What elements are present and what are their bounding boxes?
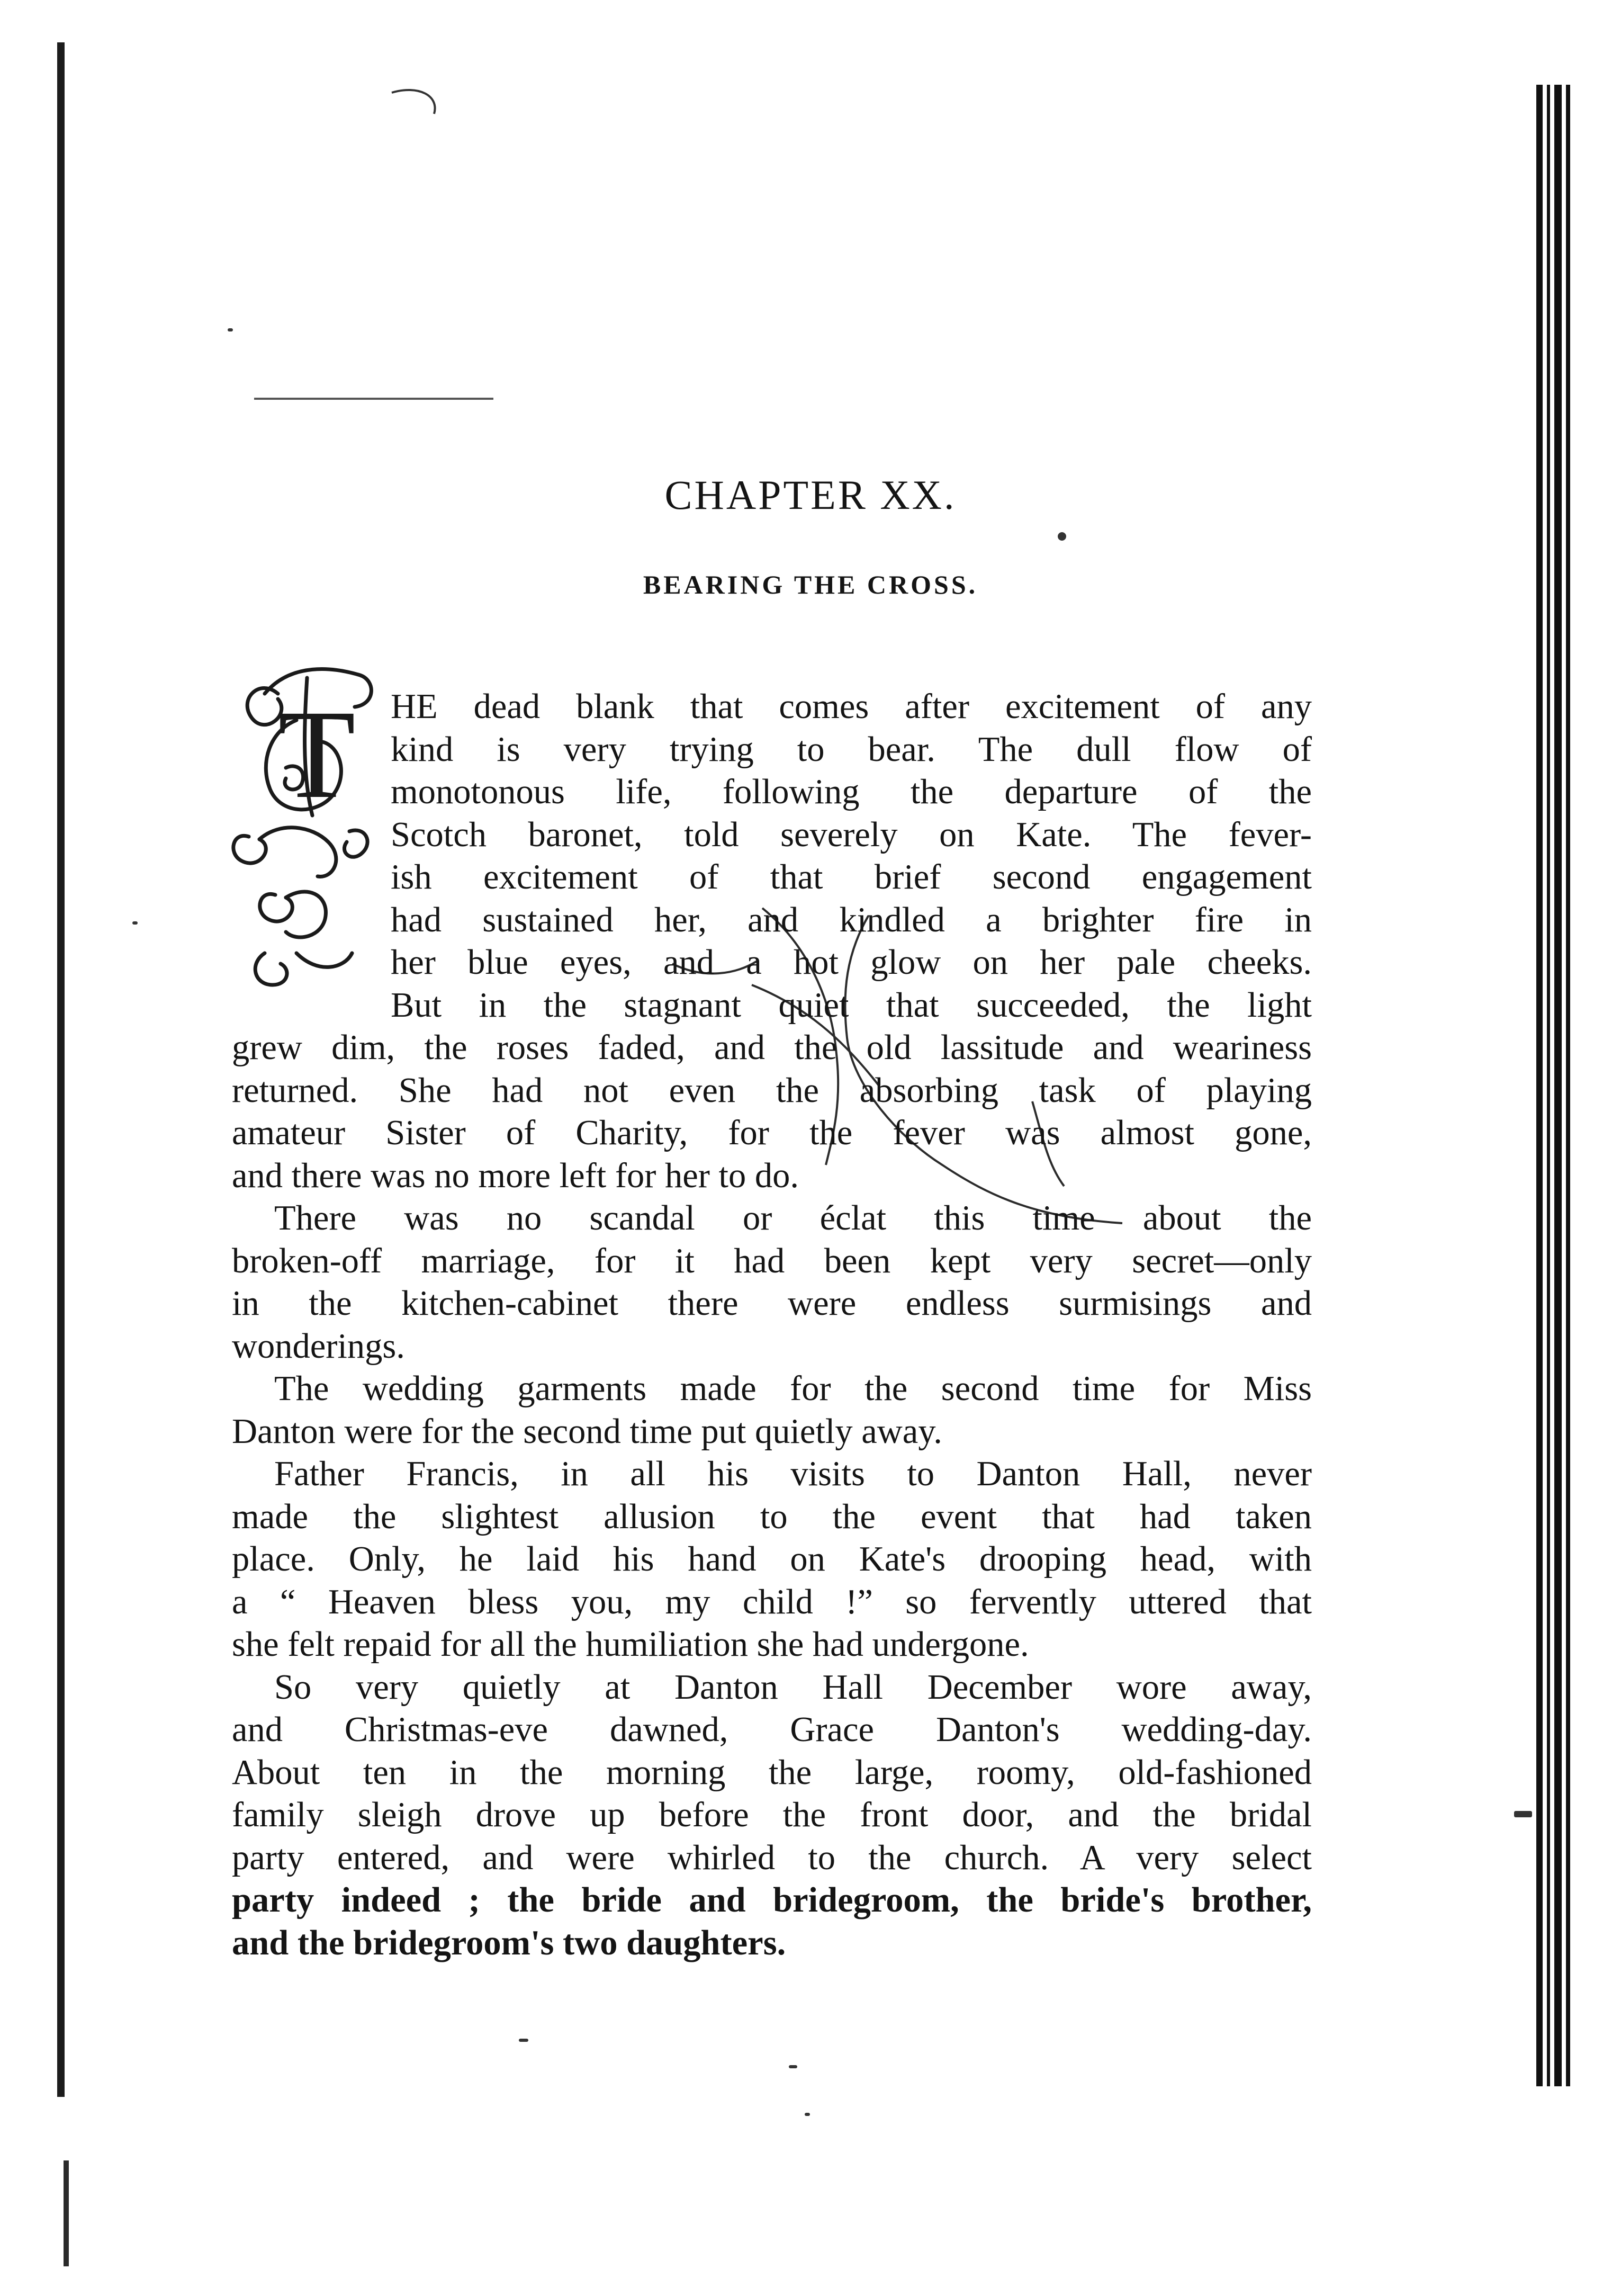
ink-speck bbox=[1058, 532, 1066, 541]
text-line: party indeed ; the bride and bridegroom, the bride's brother, bbox=[232, 1881, 1312, 1920]
text-line: So very quietly at Danton Hall December wore away, bbox=[274, 1667, 1312, 1707]
text-line: she felt repaid for all the humiliation she had undergone. bbox=[232, 1625, 1029, 1664]
text-line: her blue eyes, and a hot glow on her pale cheeks. bbox=[391, 943, 1312, 982]
text-line: and there was no more left for her to do. bbox=[232, 1156, 799, 1195]
text-line: grew dim, the roses faded, and the old lassitude and weariness bbox=[232, 1028, 1312, 1067]
text-line: party entered, and were whirled to the church. A very select bbox=[232, 1838, 1312, 1877]
text-line: returned. She had not even the absorbing task of playing bbox=[232, 1071, 1312, 1110]
text-line: made the slightest allusion to the event that had taken bbox=[232, 1497, 1312, 1536]
text-line: had sustained her, and kindled a brighter fire in bbox=[391, 900, 1312, 939]
text-line: About ten in the morning the large, roomy, old-fashioned bbox=[232, 1753, 1312, 1792]
ink-speck bbox=[132, 921, 138, 925]
ink-speck bbox=[228, 328, 233, 331]
drop-cap-letter: T bbox=[278, 684, 356, 824]
scan-left-edge-mark bbox=[64, 2160, 69, 2266]
text-line: monotonous life, following the departure of the bbox=[391, 773, 1312, 811]
ink-speck bbox=[519, 2039, 528, 2042]
text-line: amateur Sister of Charity, for the fever was almost gone, bbox=[232, 1114, 1312, 1152]
text-line: family sleigh drove up before the front door, and the bridal bbox=[232, 1796, 1312, 1834]
scan-rule-mark bbox=[254, 398, 493, 400]
text-line: But in the stagnant quiet that succeeded, the light bbox=[391, 985, 1312, 1025]
ink-speck bbox=[805, 2113, 810, 2116]
text-line: wonderings. bbox=[232, 1326, 405, 1366]
text-line: The wedding garments made for the second time for Miss bbox=[274, 1369, 1312, 1408]
text-line: Danton were for the second time put quietly away. bbox=[232, 1412, 942, 1451]
text-line: Father Francis, in all his visits to Danton Hall, never bbox=[274, 1455, 1312, 1493]
ink-speck bbox=[1514, 1811, 1532, 1817]
text-line: and Christmas-eve dawned, Grace Danton's wedding-day. bbox=[232, 1710, 1312, 1749]
text-line: There was no scandal or éclat this time about the bbox=[274, 1199, 1312, 1237]
text-line: place. Only, he laid his hand on Kate's drooping head, with bbox=[232, 1540, 1312, 1579]
ink-speck bbox=[789, 2065, 797, 2068]
text-line: HE dead blank that comes after excitement of any bbox=[391, 687, 1312, 726]
text-line: a “ Heaven bless you, my child !” so fervently uttered that bbox=[232, 1582, 1312, 1621]
chapter-title: CHAPTER XX. bbox=[664, 472, 957, 518]
text-line: broken-off marriage, for it had been kept very secret—only bbox=[232, 1241, 1312, 1280]
scan-left-edge bbox=[57, 42, 65, 2097]
text-line: ish excitement of that brief second engagement bbox=[391, 858, 1312, 896]
chapter-subtitle: BEARING THE CROSS. bbox=[643, 570, 978, 599]
text-line: and the bridegroom's two daughters. bbox=[232, 1923, 786, 1962]
text-line: in the kitchen-cabinet there were endless surmisings and bbox=[232, 1284, 1312, 1323]
text-line: Scotch baronet, told severely on Kate. The fever- bbox=[391, 815, 1312, 854]
scan-right-edge bbox=[1535, 85, 1577, 2086]
text-line: kind is very trying to bear. The dull flow of bbox=[391, 730, 1312, 769]
body-text bbox=[232, 686, 1312, 1965]
